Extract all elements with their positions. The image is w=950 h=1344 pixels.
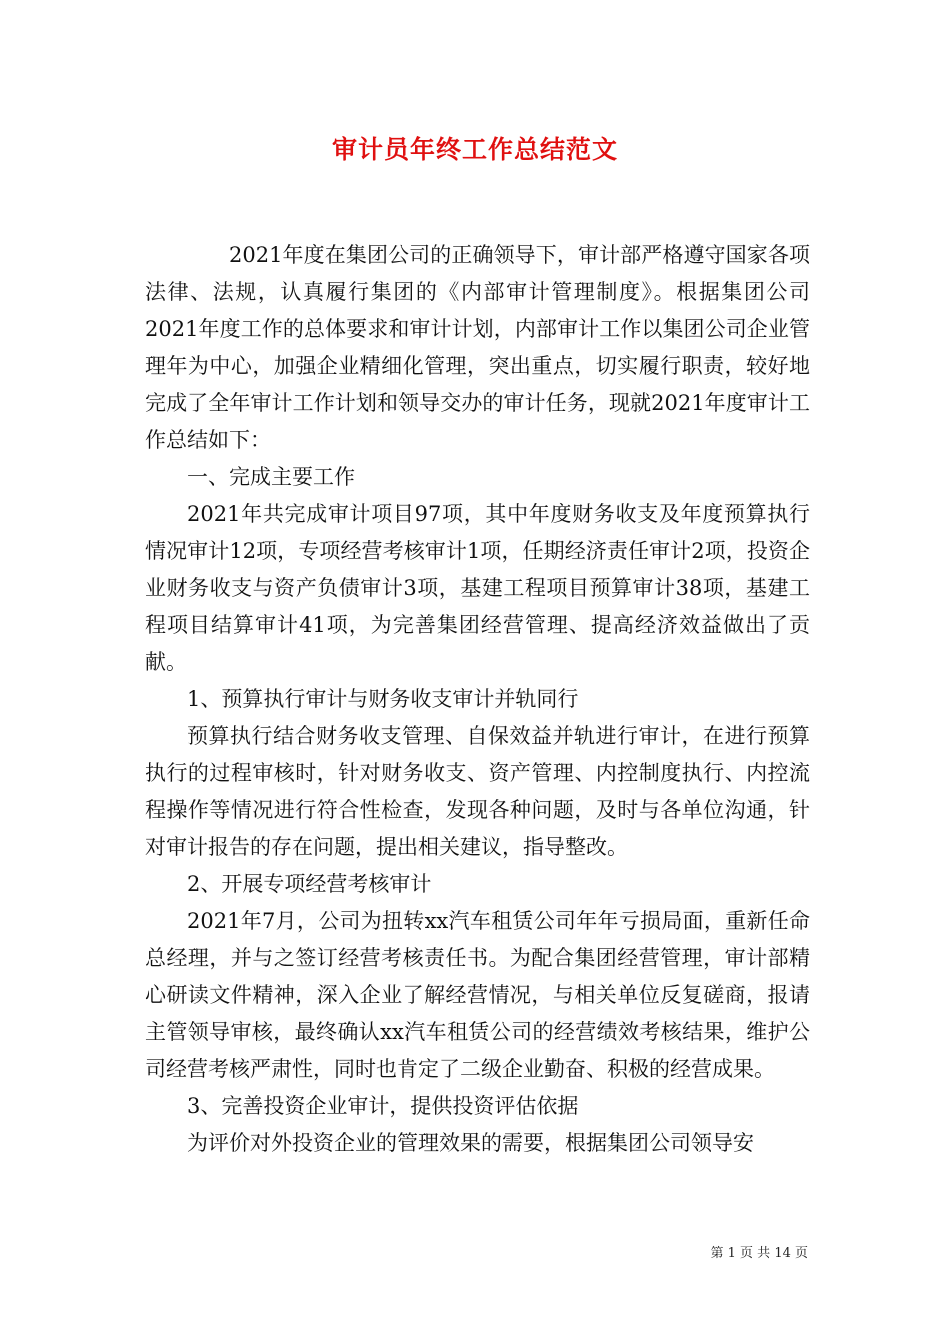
subsection-heading-2: 2、开展专项经营考核审计 bbox=[187, 872, 432, 896]
page-number-footer bbox=[711, 1245, 808, 1263]
intro-paragraph: 2021年度在集团公司的正确领导下，审计部严格遵守国家各项法律、法规，认真履行集团的《内部审计管理制度》。根据集团公司2021年度工作的总体要求和审计计划，内部审计工作以集团公司企业管理年为中心，加强企业精细化管理，突出重点，切实履行职责，较好地完成了全年审计工作计划和领导交办的审计任务，现就2021年度审计工作总结如下： bbox=[145, 243, 810, 452]
paragraph-special-audit: 2021年7月，公司为扭转xx汽车租赁公司年年亏损局面，重新任命总经理，并与之签订经营考核责任书。为配合集团经营管理，审计部精心研读文件精神，深入企业了解经营情况，与相关单位反复磋商，报请主管领导审核，最终确认xx汽车租赁公司的经营绩效考核结果，维护公司经营考核严肃性，同时也肯定了二级企业勤奋、积极的经营成果。 bbox=[145, 909, 810, 1081]
paragraph-budget-audit: 预算执行结合财务收支管理、自保效益并轨进行审计，在进行预算执行的过程审核时，针对财务收支、资产管理、内控制度执行、内控流程操作等情况进行符合性检查，发现各种问题，及时与各单位沟通，针对审计报告的存在问题，提出相关建议，指导整改。 bbox=[145, 724, 810, 859]
subsection-heading-1: 1、预算执行审计与财务收支审计并轨同行 bbox=[187, 687, 579, 711]
section-heading-main-work: 一、完成主要工作 bbox=[187, 465, 355, 489]
document-title: 审计员年终工作总结范文 bbox=[331, 135, 618, 164]
paragraph-investment-audit: 为评价对外投资企业的管理效果的需要，根据集团公司领导安 bbox=[187, 1131, 754, 1155]
document-body bbox=[145, 237, 810, 1162]
paragraph-project-summary: 2021年共完成审计项目97项，其中年度财务收支及年度预算执行情况审计12项，专项经营考核审计1项，任期经济责任审计2项，投资企业财务收支与资产负债审计3项，基建工程项目预算审计38项，基建工程项目结算审计41项，为完善集团经营管理、提高经济效益做出了贡献。 bbox=[145, 502, 810, 674]
page-number-label: 第 1 页 共 14 页 bbox=[710, 1246, 808, 1261]
subsection-heading-3: 3、完善投资企业审计，提供投资评估依据 bbox=[187, 1094, 579, 1118]
